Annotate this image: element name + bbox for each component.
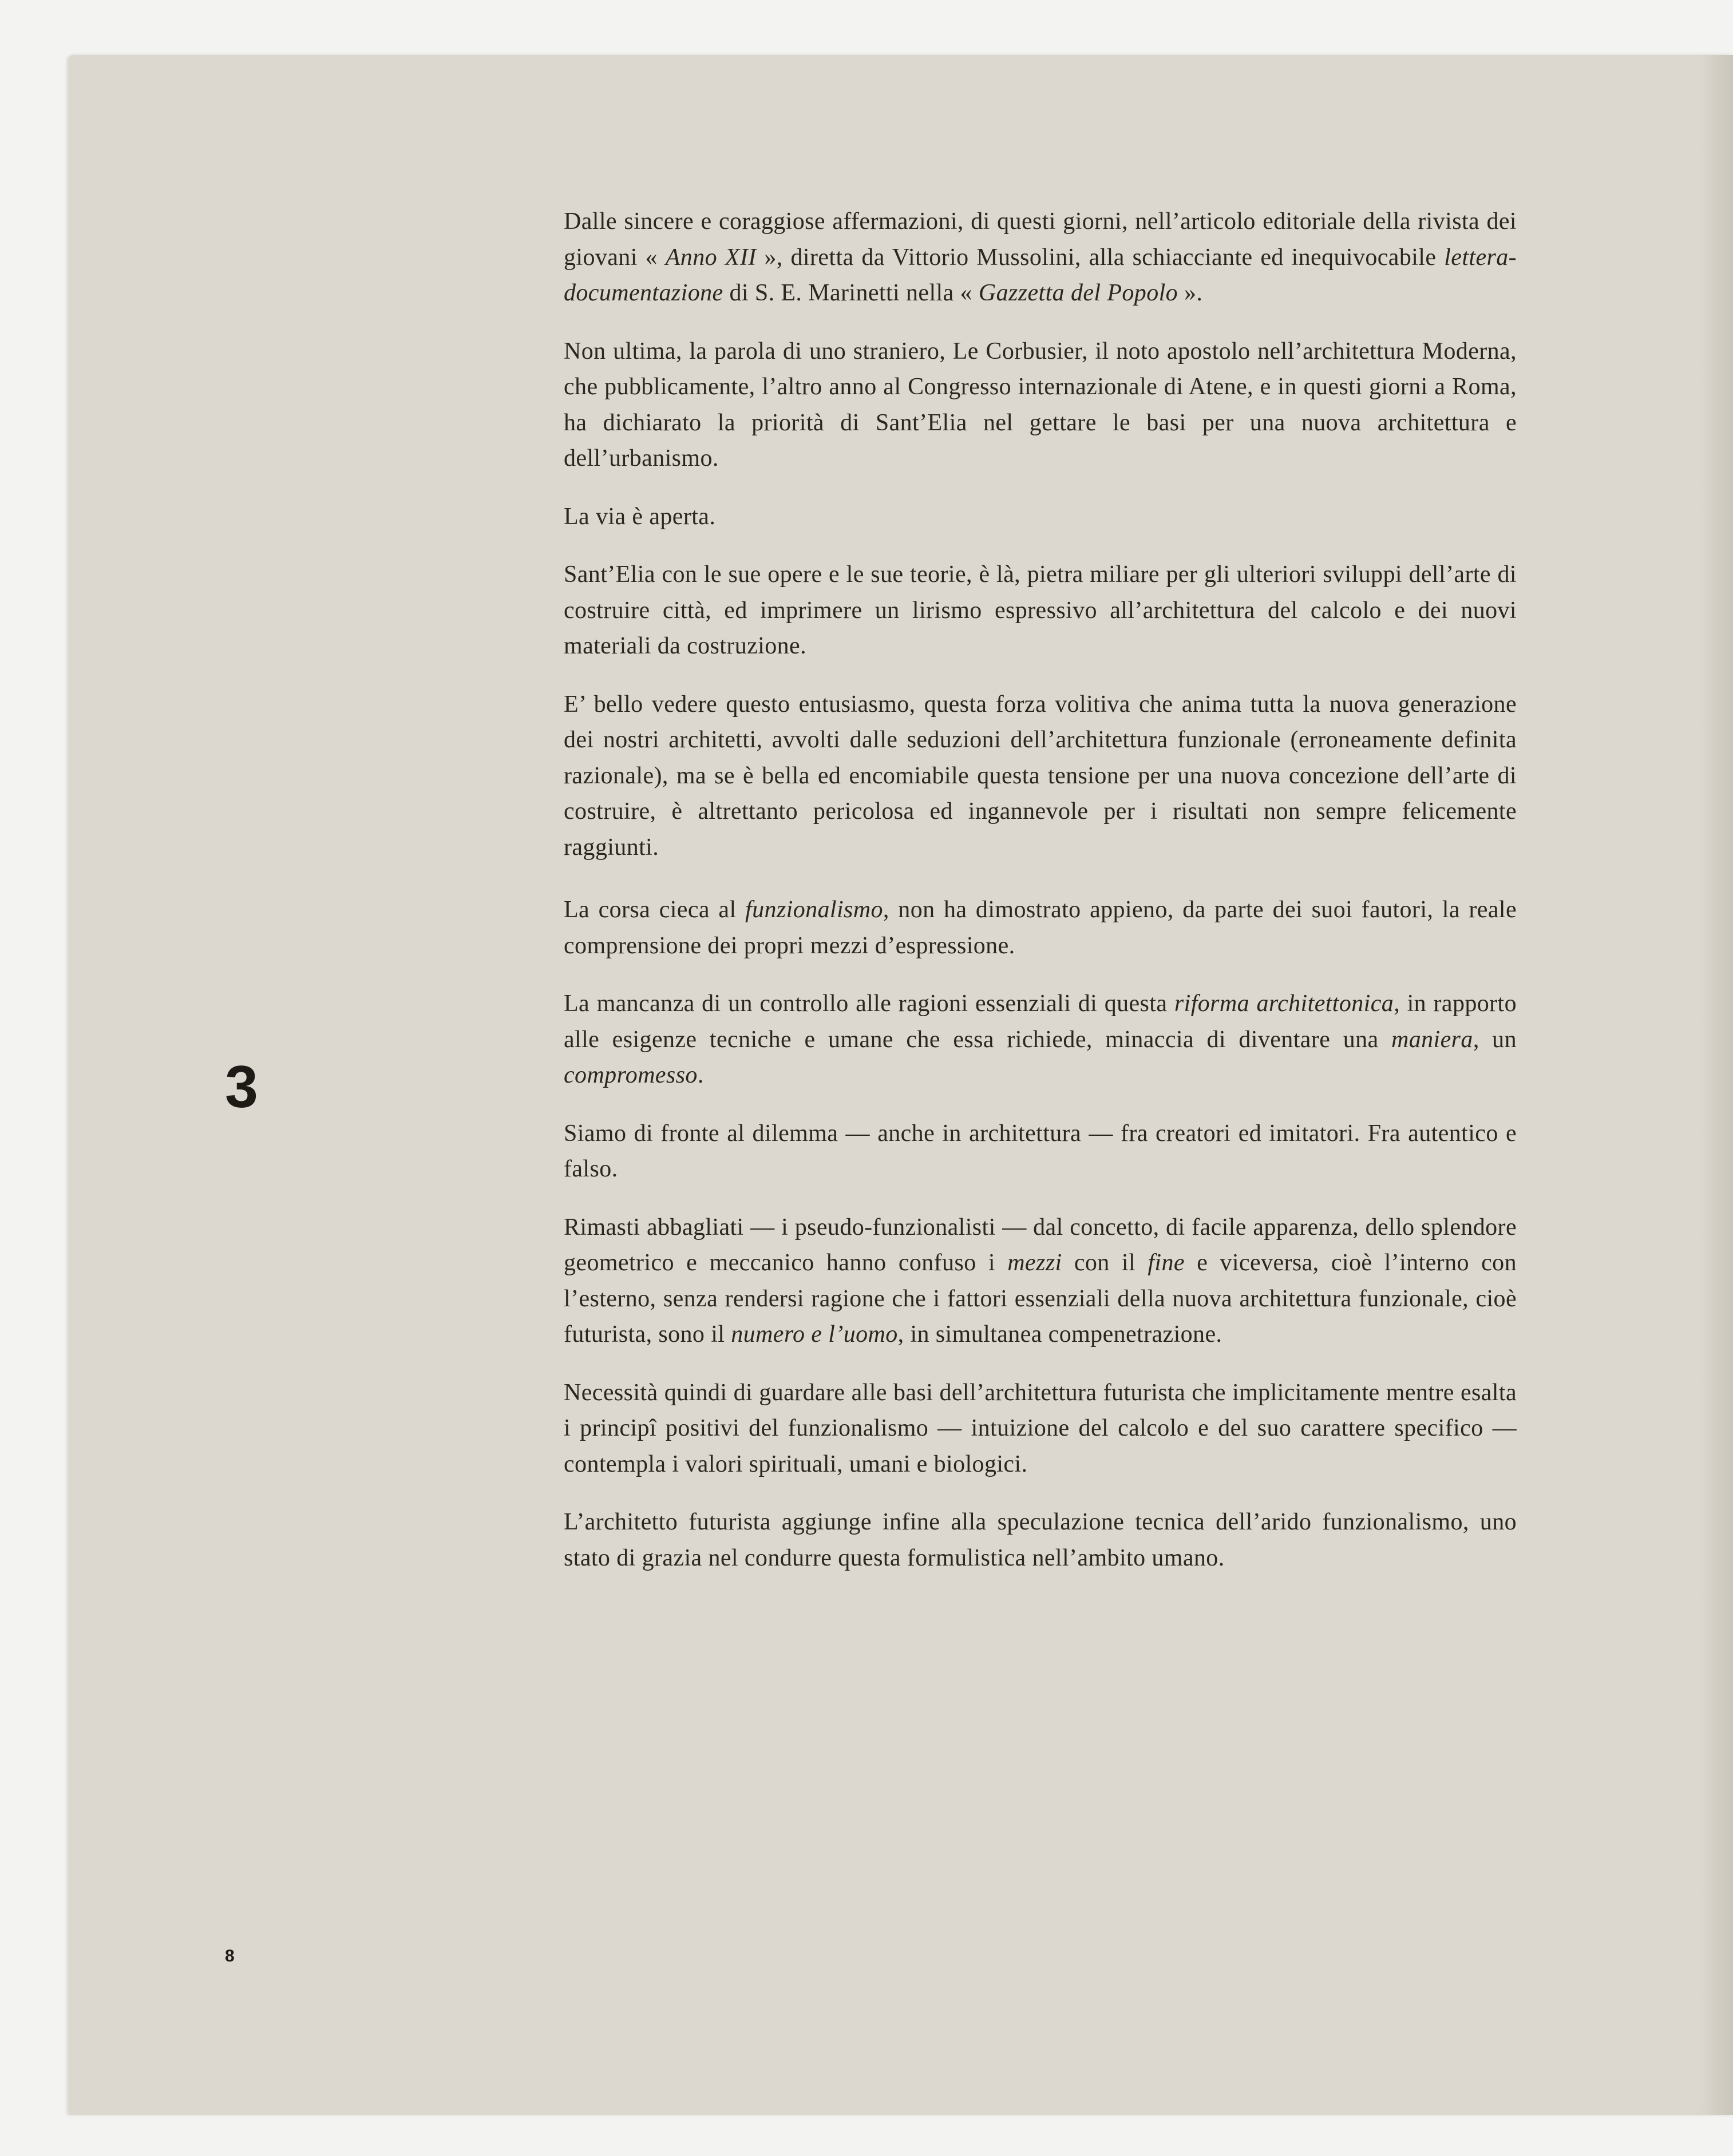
text-run: », diretta da Vittorio Mussolini, alla schiacciante ed inequivocabile: [756, 244, 1445, 271]
italic-text: Gazzetta del Popolo: [978, 280, 1178, 306]
paragraph: [564, 892, 1517, 964]
text-run: con il: [1062, 1250, 1148, 1276]
section-number: 3: [225, 1054, 258, 1120]
italic-text: riforma architettonica: [1174, 990, 1394, 1017]
italic-text: maniera: [1391, 1026, 1473, 1053]
italic-text: fine: [1148, 1250, 1185, 1276]
text-run: La corsa cieca al: [564, 897, 746, 923]
italic-text: numero e l’uomo: [731, 1321, 898, 1348]
article-body: [564, 204, 1517, 1598]
paragraph: [564, 334, 1517, 477]
italic-text: mezzi: [1007, 1250, 1062, 1276]
paragraph: [564, 204, 1517, 311]
text-run: e viceversa, cioè l’interno con l’esterno, senza rendersi ragione che i fattori essenziali della nuova architettura funzionale, cioè futurista, sono il: [564, 1250, 1517, 1348]
text-run: E’ bello vedere questo entusiasmo, questa forza volitiva che anima tutta la nuova generazione dei nostri architetti, avvolti dalle seduzioni dell’architettura funzionale (erroneamente definita razionale), ma se è bella ed encomiabile questa tensione per una nuova concezione dell’arte di costruire, è altrettanto pericolosa ed ingannevole per i risultati non sempre felicemente raggiunti.: [564, 691, 1517, 861]
paragraph: [564, 499, 1517, 535]
italic-text: lettera-documentazione: [564, 244, 1517, 306]
text-run: , in simultanea compenetrazione.: [897, 1321, 1222, 1348]
text-run: .: [697, 1062, 704, 1088]
text-run: , non ha dimostrato appieno, da parte dei suoi fautori, la reale comprensione dei propri mezzi d’espressione.: [564, 897, 1517, 959]
text-run: ».: [1178, 280, 1203, 306]
paragraph: [564, 1210, 1517, 1353]
page-number: 8: [225, 1947, 235, 1965]
paragraph: [564, 986, 1517, 1093]
text-run: Sant’Elia con le sue opere e le sue teorie, è là, pietra miliare per gli ulteriori sviluppi dell’arte di costruire città, ed imprimere un lirismo espressivo all’architettura del calcolo e dei nuovi materiali da costruzione.: [564, 561, 1517, 659]
text-run: di S. E. Marinetti nella «: [723, 280, 979, 306]
text-run: L’architetto futurista aggiunge infine alla speculazione tecnica dell’arido funzionalismo, uno stato di grazia nel condurre questa formulistica nell’ambito umano.: [564, 1509, 1517, 1571]
text-run: Dalle sincere e coraggiose affermazioni, di questi giorni, nell’articolo editoriale della rivista dei giovani «: [564, 208, 1517, 271]
italic-text: Anno XII: [665, 244, 757, 271]
text-run: , in rapporto alle esigenze tecniche e umane che essa richiede, minaccia di diventare una: [564, 990, 1517, 1053]
italic-text: compromesso: [564, 1062, 698, 1088]
text-run: Necessità quindi di guardare alle basi dell’architettura futurista che implicitamente mentre esalta i principî positivi del funzionalismo — intuizione del calcolo e del suo carattere specifico — contempla i valori spirituali, umani e biologici.: [564, 1379, 1517, 1477]
italic-text: funzionalismo: [745, 897, 883, 923]
text-run: La mancanza di un controllo alle ragioni essenziali di questa: [564, 990, 1174, 1017]
text-run: Non ultima, la parola di uno straniero, Le Corbusier, il noto apostolo nell’architettura Moderna, che pubblicamente, l’altro anno al Congresso internazionale di Atene, e in questi giorni a Roma, ha dichiarato la priorità di Sant’Elia nel gettare le basi per una nuova architettura e dell’urbanismo.: [564, 338, 1517, 471]
paragraph: [564, 1375, 1517, 1483]
text-run: Siamo di fronte al dilemma — anche in architettura — fra creatori ed imitatori. Fra autentico e falso.: [564, 1120, 1517, 1182]
text-run: Rimasti abbagliati — i pseudo-funzionalisti — dal concetto, di facile apparenza, dello splendore geometrico e meccanico hanno confuso i: [564, 1214, 1517, 1276]
text-run: , un: [1473, 1026, 1517, 1053]
paragraph: [564, 557, 1517, 664]
text-run: La via è aperta.: [564, 503, 716, 530]
paragraph: [564, 687, 1517, 866]
paragraph: [564, 1116, 1517, 1187]
paragraph: [564, 1504, 1517, 1576]
page-edge-shadow: [1699, 55, 1733, 2115]
